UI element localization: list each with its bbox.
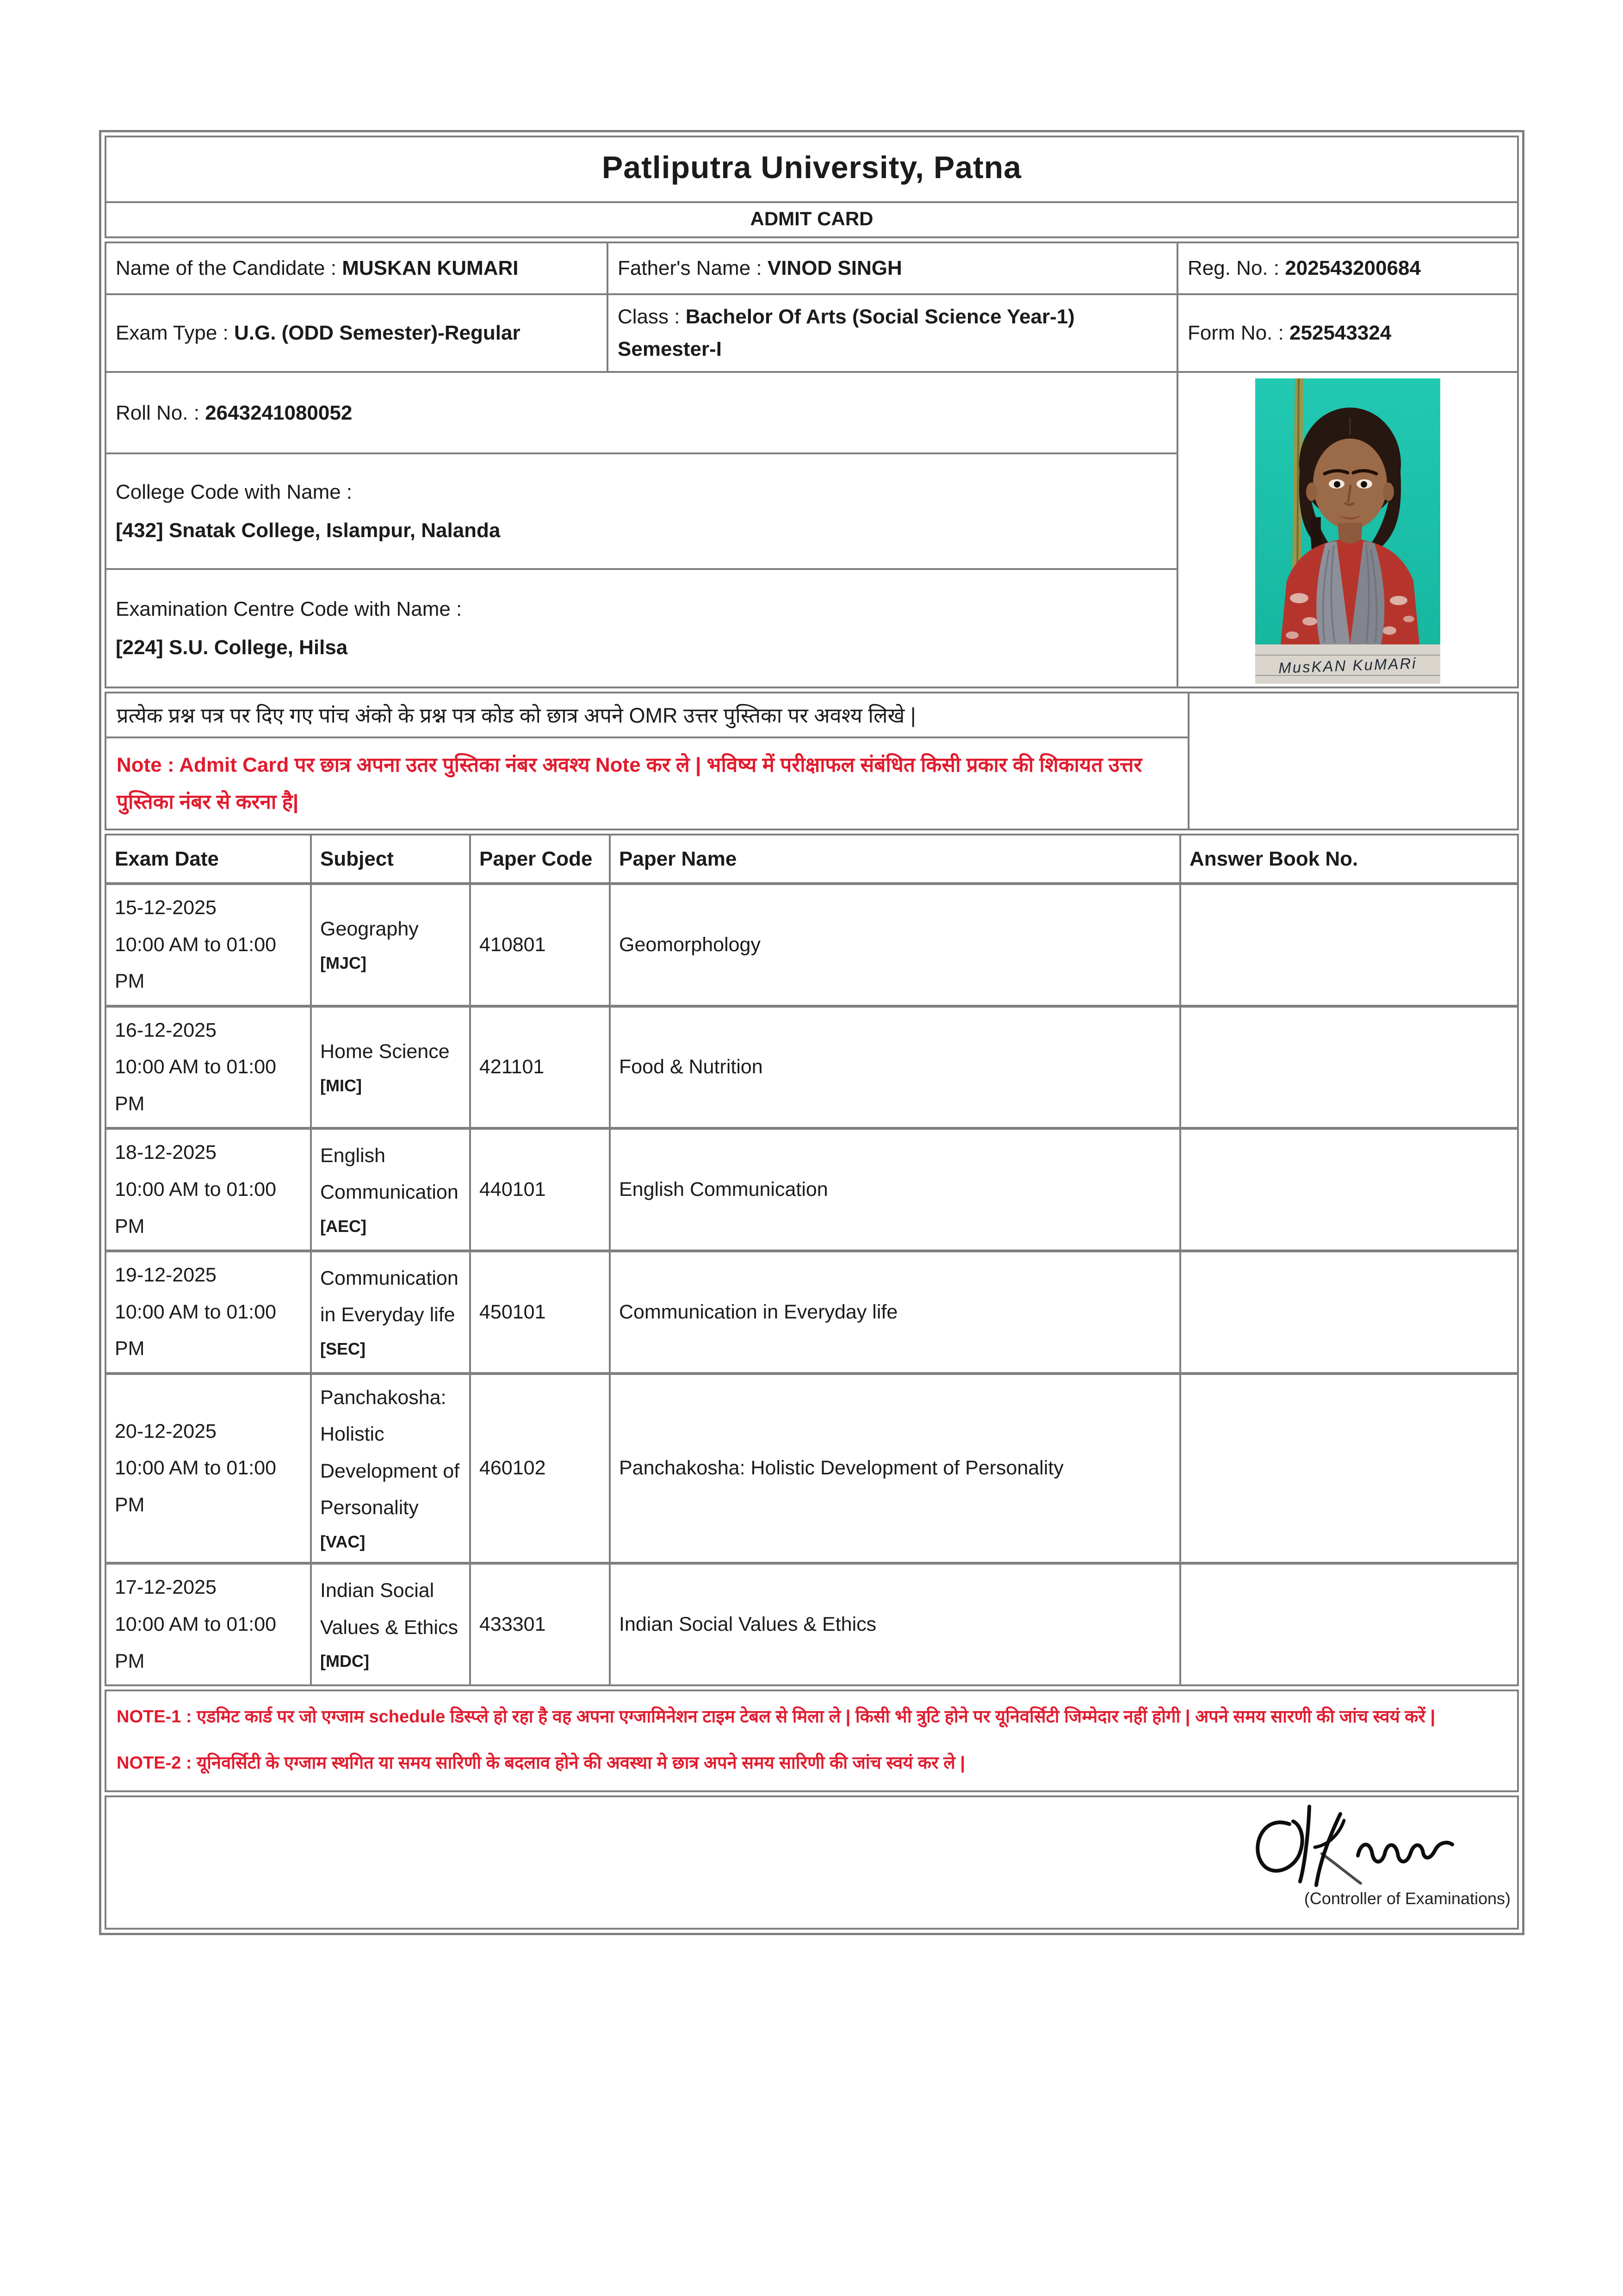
signature-caption: (Controller of Examinations) — [1304, 1889, 1511, 1908]
subject-cell: Panchakosha: Holistic Development of Personality [VAC] — [312, 1375, 471, 1562]
reg-no-label: Reg. No. : — [1188, 257, 1280, 279]
exam-centre-label: Examination Centre Code with Name : — [116, 597, 462, 620]
exam-type-label: Exam Type : — [116, 322, 229, 345]
answer-book-no-cell — [1181, 1252, 1517, 1372]
schedule-header-date: Exam Date — [106, 835, 312, 882]
college-label: College Code with Name : — [116, 480, 353, 503]
candidate-photo — [1255, 378, 1440, 684]
reg-no-value: 202543200684 — [1285, 257, 1421, 279]
form-no-value: 252543324 — [1289, 322, 1392, 345]
schedule-header-subj: Subject — [312, 835, 471, 882]
exam-centre-cell — [106, 570, 1178, 687]
father-name-cell — [608, 243, 1178, 295]
schedule-row — [106, 1372, 1517, 1562]
schedule-header-paper: Paper Name — [611, 835, 1181, 882]
subject-cell: Geography [MJC] — [312, 885, 471, 1005]
form-no-label: Form No. : — [1188, 322, 1284, 345]
subject-cell: Indian Social Values & Ethics [MDC] — [312, 1565, 471, 1684]
schedule-header-ans: Answer Book No. — [1189, 847, 1358, 870]
form-no-cell — [1178, 295, 1517, 373]
signature-section — [105, 1795, 1519, 1930]
paper-code-cell: 450101 — [471, 1252, 611, 1372]
candidate-name-value: MUSKAN KUMARI — [342, 257, 519, 279]
paper-name-cell: Food & Nutrition — [611, 1008, 1181, 1127]
instruction-left-column — [106, 693, 1189, 828]
omr-instruction: प्रत्येक प्रश्न पत्र पर दिए गए पांच अंको के प्रश्न पत्र कोड को छात्र अपने OMR उत्तर पुस्तिका पर अवश्य लिखे | — [106, 693, 1188, 738]
schedule-header-row — [106, 835, 1517, 882]
paper-name-cell: Geomorphology — [611, 885, 1181, 1005]
photo-handwritten-name: MusKAN KuMARi — [1278, 655, 1418, 677]
college-value: [432] Snatak College, Islampur, Nalanda — [116, 519, 501, 542]
schedule-header-code: Paper Code — [471, 835, 611, 882]
candidate-info-table — [105, 241, 1519, 688]
roll-no-cell — [106, 373, 1178, 454]
subject-cell: English Communication [AEC] — [312, 1130, 471, 1250]
controller-signature — [1244, 1802, 1462, 1888]
paper-code-cell: 460102 — [471, 1375, 611, 1562]
answer-book-no-cell — [1181, 1008, 1517, 1127]
exam-type-value: U.G. (ODD Semester)-Regular — [234, 322, 520, 345]
schedule-row — [106, 882, 1517, 1005]
exam-date-cell: 15-12-2025 10:00 AM to 01:00 PM — [106, 885, 312, 1005]
footer-note-2: NOTE-2 : यूनिवर्सिटी के एग्जाम स्थगित या समय सारिणी के बदलाव होने की अवस्था मे छात्र अपने समय सारिणी की जांच स्वयं कर ले | — [117, 1753, 966, 1773]
paper-code-cell: 440101 — [471, 1130, 611, 1250]
paper-name-cell: English Communication — [611, 1130, 1181, 1250]
answer-book-no-cell — [1181, 885, 1517, 1005]
schedule-row — [106, 1005, 1517, 1127]
schedule-body — [106, 882, 1517, 1684]
subject-cell: Communication in Everyday life [SEC] — [312, 1252, 471, 1372]
paper-code-cell: 421101 — [471, 1008, 611, 1127]
footer-note-1: NOTE-1 : एडमिट कार्ड पर जो एग्जाम schedule डिस्प्ले हो रहा है वह अपना एग्जामिनेशन टाइम टेबल से मिला ले | किसी भी त्रुटि होने पर यूनिवर्सिटी जिम्मेदार नहीं होगी | अपने समय सारणी की जांच स्वयं करें | — [117, 1707, 1436, 1727]
admit-card-sheet — [99, 130, 1524, 1935]
father-name-label: Father's Name : — [618, 257, 762, 279]
class-label: Class : — [618, 305, 680, 328]
paper-name-cell: Communication in Everyday life — [611, 1252, 1181, 1372]
candidate-name-label: Name of the Candidate : — [116, 257, 336, 279]
roll-no-value: 2643241080052 — [205, 401, 353, 424]
red-note: Note : Admit Card पर छात्र अपना उतर पुस्तिका नंबर अवश्य Note कर ले | भविष्य में परीक्षाफल संबंधित किसी प्रकार की शिकायत उत्तर पुस्तिका नंबर से करना है| — [117, 754, 1142, 813]
reg-no-cell — [1178, 243, 1517, 295]
exam-centre-value: [224] S.U. College, Hilsa — [116, 636, 348, 659]
exam-date-cell: 19-12-2025 10:00 AM to 01:00 PM — [106, 1252, 312, 1372]
answer-book-no-cell — [1181, 1565, 1517, 1684]
outer-border-box — [99, 130, 1524, 1935]
answer-book-no-cell — [1181, 1130, 1517, 1250]
photo-face — [1313, 439, 1387, 529]
instruction-empty-cell — [1189, 693, 1517, 828]
instruction-section — [105, 692, 1519, 830]
exam-date-cell: 18-12-2025 10:00 AM to 01:00 PM — [106, 1130, 312, 1250]
paper-code-cell: 410801 — [471, 885, 611, 1005]
paper-code-cell: 433301 — [471, 1565, 611, 1684]
candidate-photo-cell — [1178, 373, 1517, 687]
class-cell — [608, 295, 1178, 373]
schedule-row — [106, 1127, 1517, 1250]
college-cell — [106, 454, 1178, 570]
exam-date-cell: 16-12-2025 10:00 AM to 01:00 PM — [106, 1008, 312, 1127]
university-title: Patliputra University, Patna — [106, 137, 1517, 203]
candidate-name-cell — [106, 243, 608, 295]
answer-book-no-cell — [1181, 1375, 1517, 1562]
footer-notes-section — [105, 1690, 1519, 1792]
schedule-row — [106, 1562, 1517, 1684]
exam-type-cell — [106, 295, 608, 373]
paper-name-cell: Indian Social Values & Ethics — [611, 1565, 1181, 1684]
exam-date-cell: 20-12-2025 10:00 AM to 01:00 PM — [106, 1375, 312, 1562]
card-type-title: ADMIT CARD — [750, 208, 873, 229]
subject-cell: Home Science [MIC] — [312, 1008, 471, 1127]
father-name-value: VINOD SINGH — [767, 257, 902, 279]
paper-name-cell: Panchakosha: Holistic Development of Personality — [611, 1375, 1181, 1562]
exam-date-cell: 17-12-2025 10:00 AM to 01:00 PM — [106, 1565, 312, 1684]
title-section — [105, 136, 1519, 238]
schedule-row — [106, 1250, 1517, 1372]
schedule-table — [105, 834, 1519, 1686]
class-value: Bachelor Of Arts (Social Science Year-1) Semester-I — [618, 305, 1075, 360]
roll-no-label: Roll No. : — [116, 401, 199, 424]
